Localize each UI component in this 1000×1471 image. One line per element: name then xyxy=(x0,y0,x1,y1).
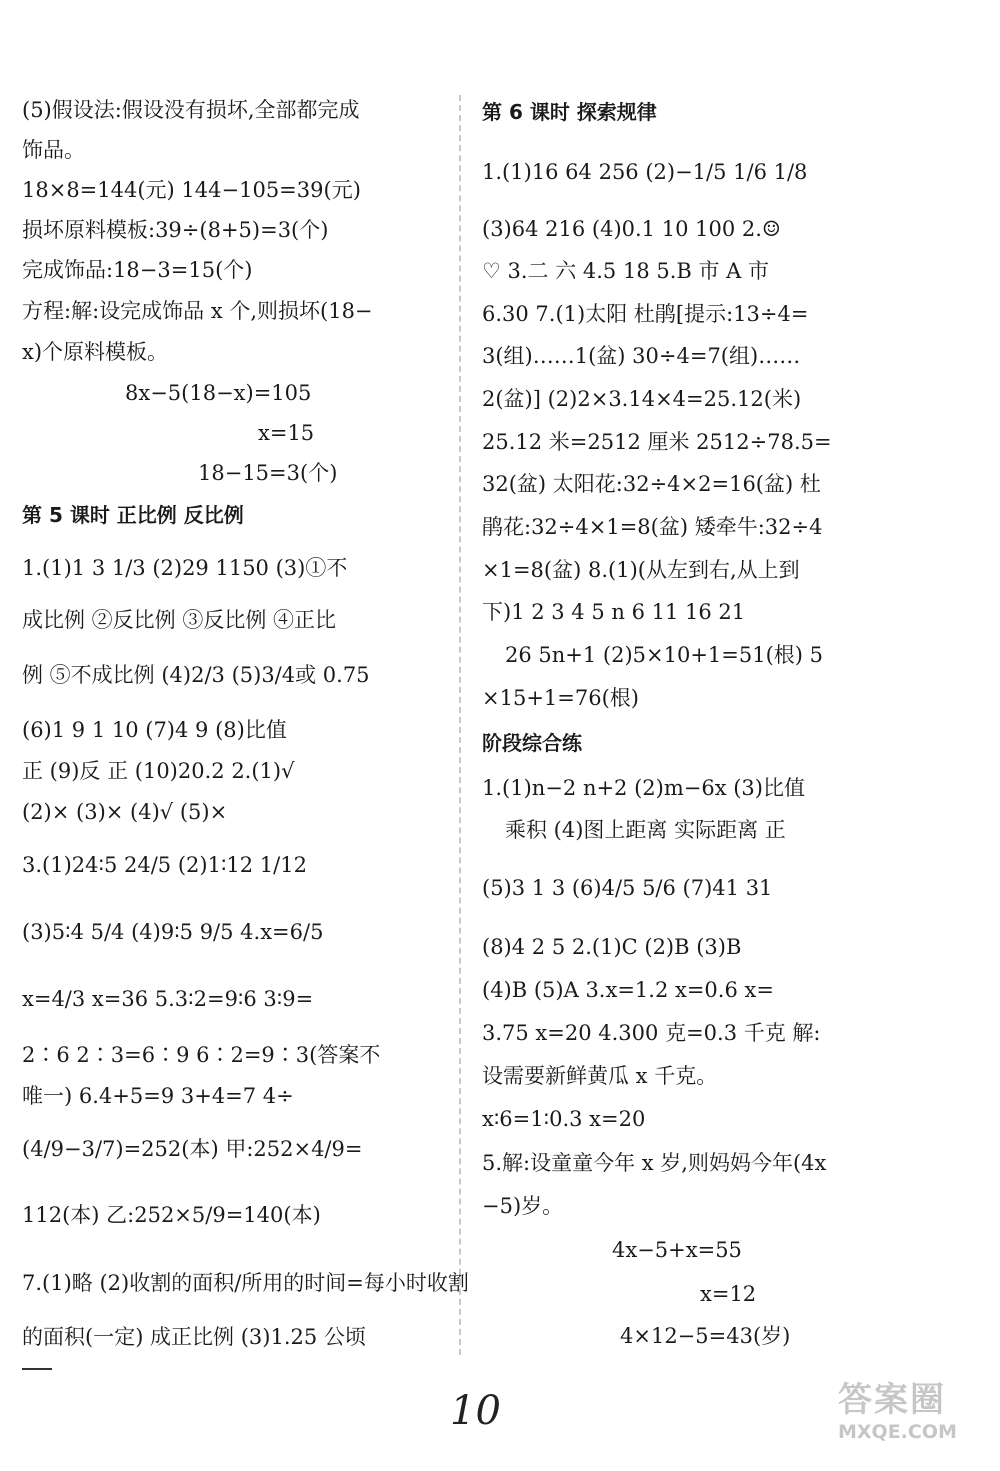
answer-line: 2∶6 2∶3=6∶9 6∶2=9∶3(答案不 xyxy=(22,1043,381,1067)
answer-line: 唯一) 6.4+5=9 3+4=7 4÷ xyxy=(22,1084,294,1108)
answer-line: 18×8=144(元) 144−105=39(元) xyxy=(22,178,361,202)
answer-line: (4/9−3/7)=252(本) 甲:252×4/9= xyxy=(22,1137,363,1161)
answer-line: 18−15=3(个) xyxy=(198,461,338,485)
answer-line: ×1=8(盆) 8.(1)(从左到右,从上到 xyxy=(482,558,800,582)
answer-line: x)个原料模板。 xyxy=(22,340,169,364)
answer-line: 26 5n+1 (2)5×10+1=51(根) 5 xyxy=(505,643,824,667)
answer-line: ♡ 3.二 六 4.5 18 5.B 市 A 市 xyxy=(482,259,770,283)
answer-line: 乘积 (4)图上距离 实际距离 正 xyxy=(505,818,786,842)
answer-line: 3.75 x=20 4.300 克=0.3 千克 解: xyxy=(482,1021,821,1045)
answer-line: 8x−5(18−x)=105 xyxy=(125,381,312,405)
answer-line: 饰品。 xyxy=(22,138,85,162)
watermark-title: 答案圈 xyxy=(838,1380,946,1420)
answer-line: ×15+1=76(根) xyxy=(482,686,639,710)
answer-line: (6)1 9 1 10 (7)4 9 (8)比值 xyxy=(22,718,287,742)
answer-line: −5)岁。 xyxy=(482,1194,564,1218)
answer-line: (3)5∶4 5/4 (4)9∶5 9/5 4.x=6/5 xyxy=(22,920,324,944)
footnote-rule xyxy=(22,1368,52,1370)
answer-line: (3)64 216 (4)0.1 10 100 2.☺ xyxy=(482,217,781,241)
answer-line: x=12 xyxy=(700,1282,757,1306)
answer-line: 正 (9)反 正 (10)20.2 2.(1)√ xyxy=(22,759,295,783)
watermark-logo xyxy=(838,1372,988,1462)
column-divider xyxy=(459,95,461,1355)
answer-line: (8)4 2 5 2.(1)C (2)B (3)B xyxy=(482,935,742,959)
answer-line: (5)假设法:假设没有损坏,全部都完成 xyxy=(22,98,360,122)
answer-line: 1.(1)1 3 1/3 (2)29 1150 (3)①不 xyxy=(22,556,348,580)
section-heading: 阶段综合练 xyxy=(482,731,582,755)
answer-line: 7.(1)略 (2)收割的面积/所用的时间=每小时收割 xyxy=(22,1271,469,1295)
answer-line: 32(盆) 太阳花:32÷4×2=16(盆) 杜 xyxy=(482,472,821,496)
answer-line: 损坏原料模板:39÷(8+5)=3(个) xyxy=(22,218,329,242)
answer-line: 5.解:设童童今年 x 岁,则妈妈今年(4x xyxy=(482,1151,827,1175)
answer-line: x=15 xyxy=(258,421,315,445)
answer-line: 112(本) 乙:252×5/9=140(本) xyxy=(22,1203,321,1227)
answer-line: 6.30 7.(1)太阳 杜鹃[提示:13÷4= xyxy=(482,302,809,326)
answer-line: (5)3 1 3 (6)4/5 5/6 (7)41 31 xyxy=(482,876,773,900)
answer-line: 设需要新鲜黄瓜 x 千克。 xyxy=(482,1064,718,1088)
answer-line: 例 ⑤不成比例 (4)2/3 (5)3/4或 0.75 xyxy=(22,663,370,687)
page-number: 10 xyxy=(450,1388,501,1434)
answer-line: 2(盆)] (2)2×3.14×4=25.12(米) xyxy=(482,387,802,411)
answer-line: x∶6=1∶0.3 x=20 xyxy=(482,1107,646,1131)
answer-line: 1.(1)n−2 n+2 (2)m−6x (3)比值 xyxy=(482,776,805,800)
answer-line: 3.(1)24∶5 24/5 (2)1∶12 1/12 xyxy=(22,853,307,877)
answer-line: 方程:解:设完成饰品 x 个,则损坏(18− xyxy=(22,299,373,323)
answer-line: (2)× (3)× (4)√ (5)× xyxy=(22,800,228,824)
answer-line: 的面积(一定) 成正比例 (3)1.25 公顷 xyxy=(22,1325,366,1349)
answer-line: (4)B (5)A 3.x=1.2 x=0.6 x= xyxy=(482,978,774,1002)
watermark-url: MXQE.COM xyxy=(838,1421,957,1443)
answer-line: 4x−5+x=55 xyxy=(612,1238,742,1262)
section-heading: 第 6 课时 探索规律 xyxy=(482,100,657,124)
answer-line: 下)1 2 3 4 5 n 6 11 16 21 xyxy=(482,600,746,624)
answer-line: 3(组)……1(盆) 30÷4=7(组)…… xyxy=(482,344,801,368)
answer-line: 成比例 ②反比例 ③反比例 ④正比 xyxy=(22,608,337,632)
answer-line: x=4/3 x=36 5.3∶2=9∶6 3∶9= xyxy=(22,987,314,1011)
answer-line: 完成饰品:18−3=15(个) xyxy=(22,258,253,282)
answer-line: 4×12−5=43(岁) xyxy=(620,1324,791,1348)
answer-line: 25.12 米=2512 厘米 2512÷78.5= xyxy=(482,430,832,454)
section-heading: 第 5 课时 正比例 反比例 xyxy=(22,503,244,527)
answer-line: 1.(1)16 64 256 (2)−1/5 1/6 1/8 xyxy=(482,160,808,184)
answer-line: 鹃花:32÷4×1=8(盆) 矮牵牛:32÷4 xyxy=(482,515,823,539)
